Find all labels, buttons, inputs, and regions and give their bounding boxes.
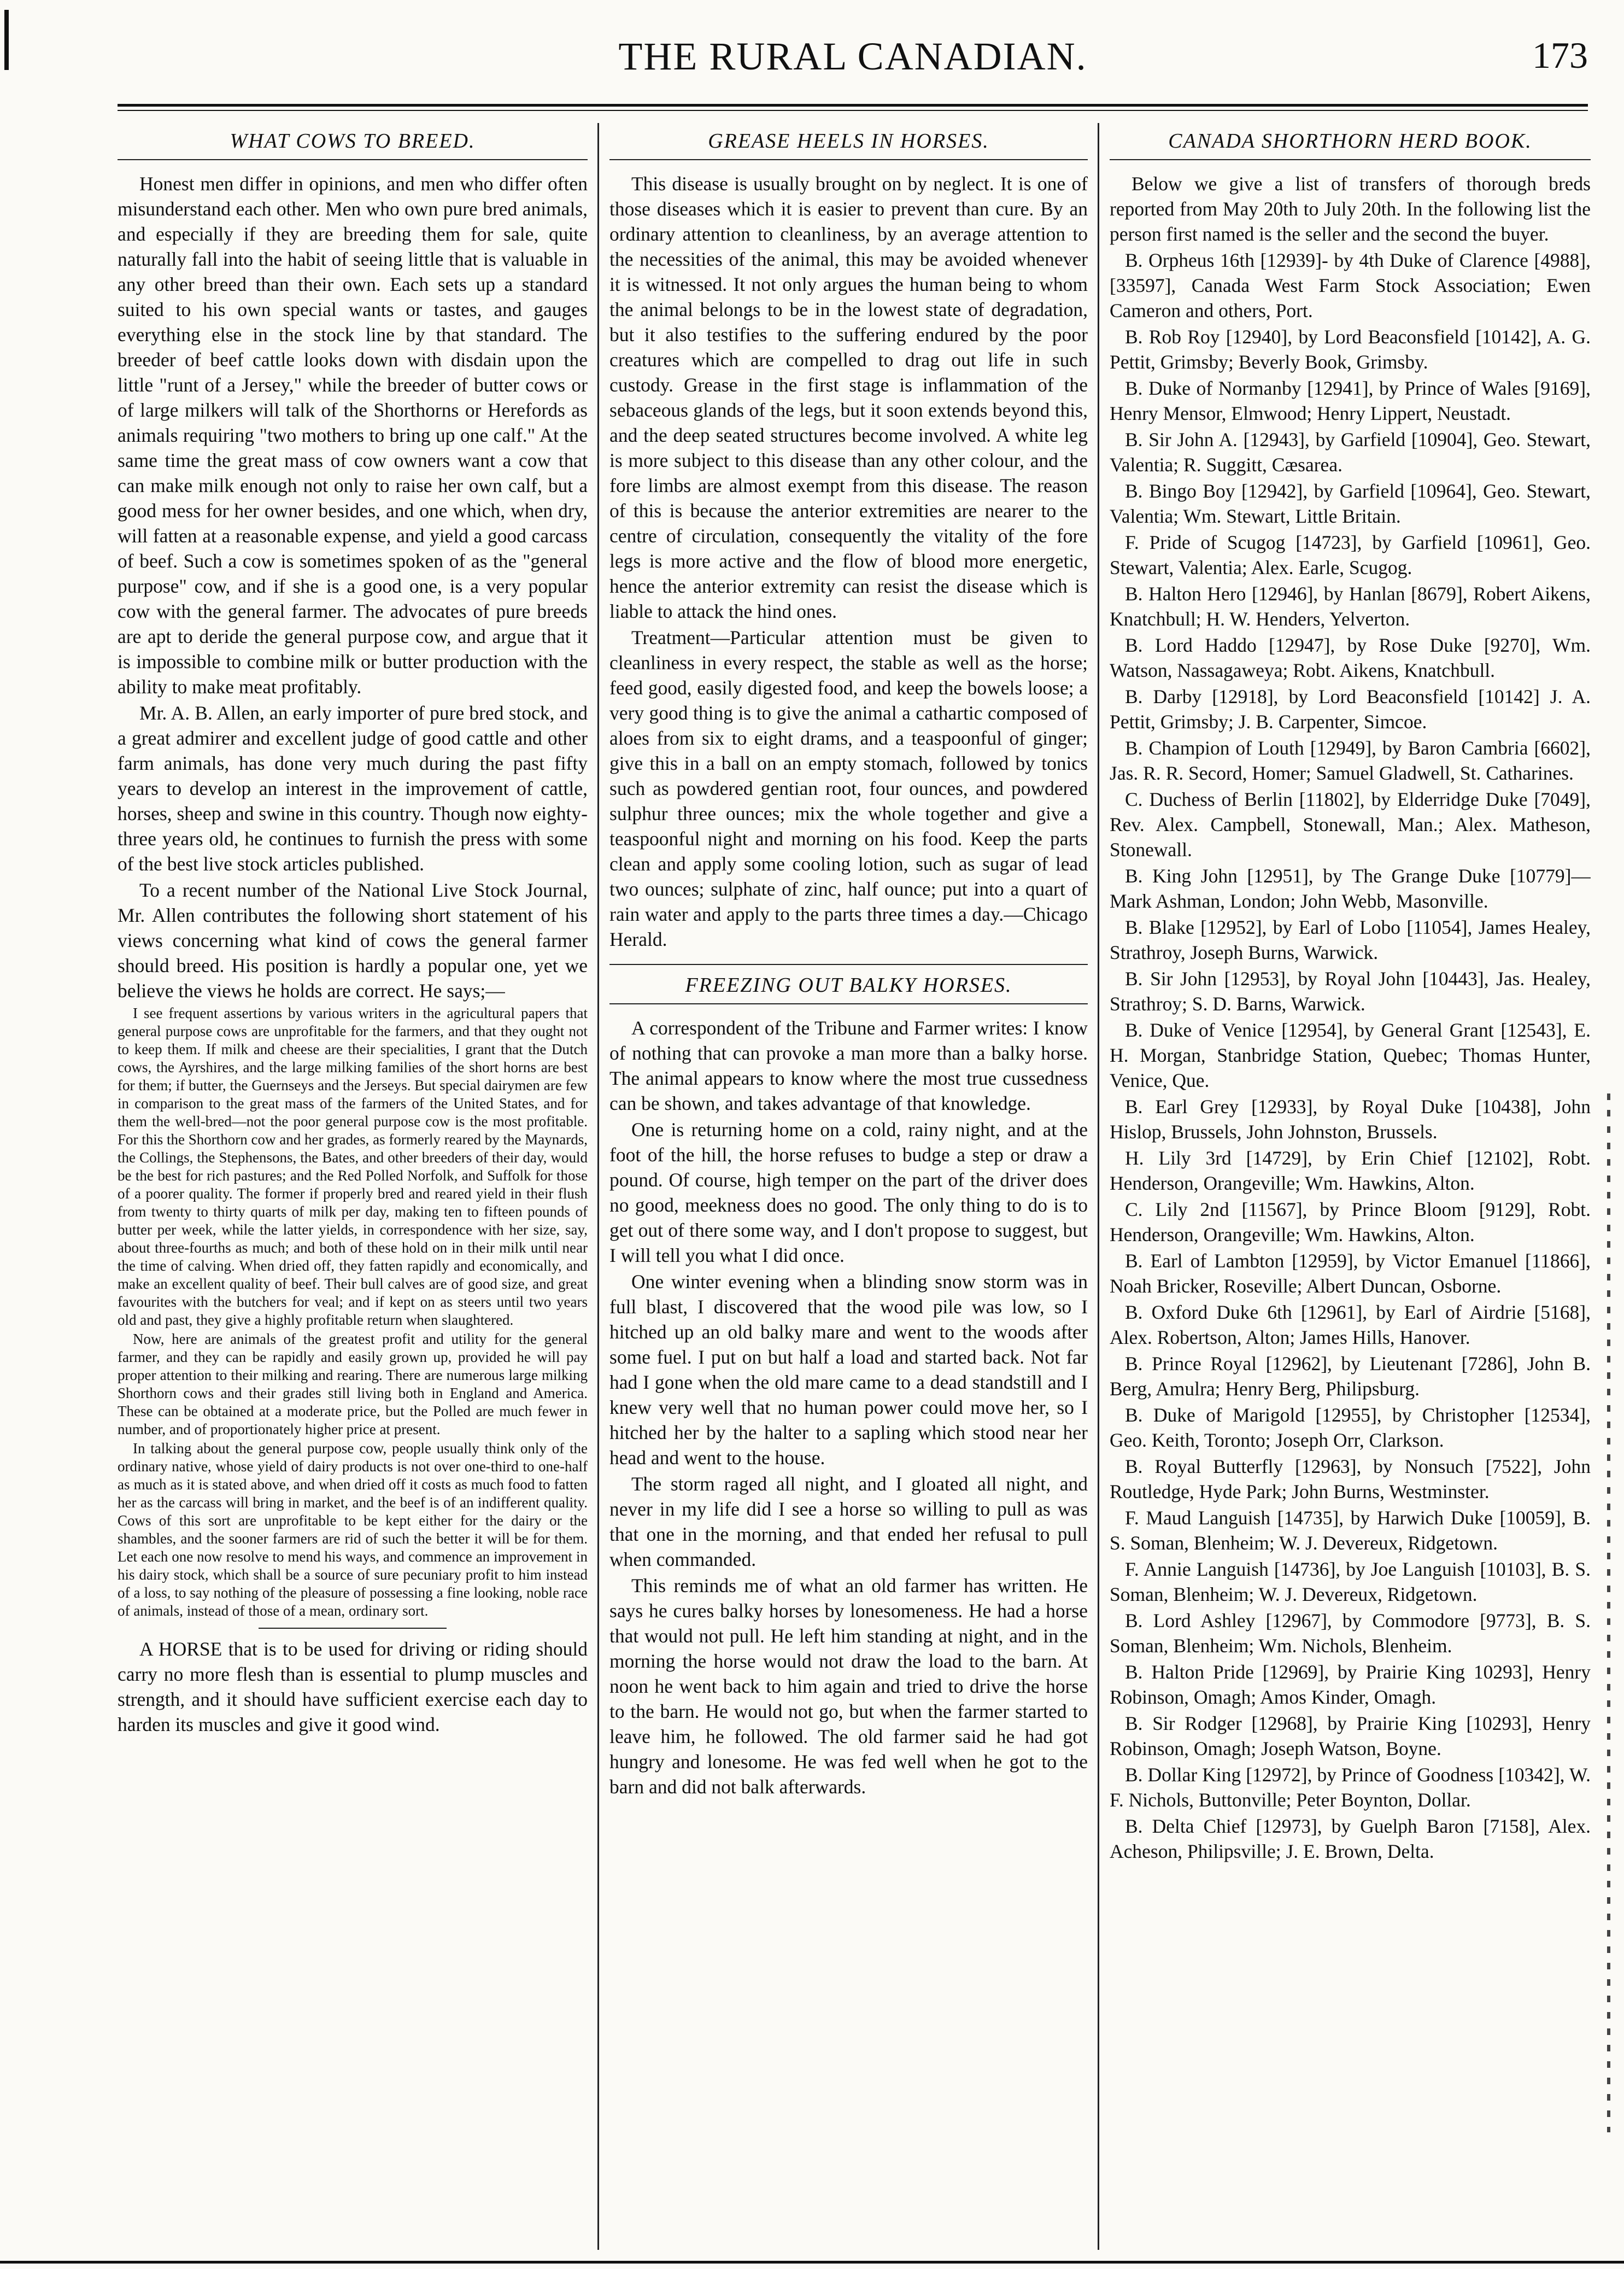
- masthead: THE RURAL CANADIAN.: [618, 34, 1087, 78]
- quoted-paragraph: I see frequent assertions by various writers in the agricultural papers that general purpose cows are unprofitable for the farmers, and that they ought not to keep them. If milk and cheese are their specialities, I grant that the Dutch cows, the Ayrshires, and the large milking families of the short horns are best for them; if butter, the Guernseys and the Jerseys. But special dairymen are few in comparison to the great mass of the farmers of the United States, and for them the well-bred—not the poor general purpose cow is the most profitable. For this the Shorthorn cow and her grades, as formerly reared by the Maynards, the Collings, the Stephensons, the Bates, and other breeders of their day, would be the best for rich pastures; and the Red Polled Norfolk, and Suffolk for those of a poorer quality. The former if properly bred and reared yield in their flush from twenty to thirty quarts of milk per day, making ten to fifteen pounds of butter per week, while the latter yields, in correspondence with her size, say, about three-fourths as much; and both of these hold on in their milk until near the time of calving. When dried off, they fatten rapidly and economically, and make an excellent quality of beef. Their bull calves are of good size, and great favourites with the butchers for veal; and if kept on as steers until two years old and past, they give a highly profitable return when slaughtered.: [118, 1005, 588, 1328]
- herd-book-entry: B. Sir John A. [12943], by Garfield [10904], Geo. Stewart, Valentia; R. Suggitt, Cæsarea.: [1110, 429, 1591, 476]
- article-paragraph: Treatment—Particular attention must be given to cleanliness in every respect, the stable as well as the horse; feed good, easily digested food, and keep the bowels loose; a very good thing is to give the animal a cathartic composed of aloes from six to eight drams, and a teaspoonful of ginger; give this in a ball on an empty stomach, followed by tonics such as powdered gentian root, four ounces, and powdered sulphur three ounces; mix the whole together and give a teaspoonful night and morning on his food. Keep the parts clean and apply some cooling lotion, such as sugar of lead two ounces; sulphate of zinc, half ounce; put into a quart of rain water and apply to the parts three times a day.—Chicago Herald.: [609, 627, 1088, 950]
- herd-book-entry: B. Lord Ashley [12967], by Commodore [9773], B. S. Soman, Blenheim; Wm. Nichols, Blenheim.: [1110, 1610, 1591, 1657]
- article-headline: WHAT COWS TO BREED.: [118, 128, 588, 160]
- header-rule: [118, 104, 1588, 111]
- herd-book-entry: B. Duke of Venice [12954], by General Grant [12543], E. H. Morgan, Stanbridge Station, Quebec; Thomas Hunter, Venice, Que.: [1110, 1019, 1591, 1091]
- article-paragraph: This disease is usually brought on by neglect. It is one of those diseases which it is easier to prevent than cure. By an ordinary attention to cleanliness, by an average attention to the necessities of the animal, this may be avoided whenever it is witnessed. It not only argues the human being to whom the animal belongs to be in the lowest state of degradation, but it also testifies to the suffering endured by the poor creatures which are compelled to drag out life in such custody. Grease in the first stage is inflammation of the sebaceous glands of the legs, but it soon extends beyond this, and the deep seated structures become involved. A white leg is more subject to this disease than any other colour, and the fore limbs are almost exempt from this disease. The reason of this is because the anterior extremities are nearer to the centre of circulation, consequently the vitality of the fore legs is more active and the flow of blood more energetic, hence the anterior extremity can resist the disease which is liable to attack the hind ones.: [609, 173, 1088, 622]
- herd-book-entry: B. Sir Rodger [12968], by Prairie King [10293], Henry Robinson, Omagh; Joseph Watson, Boyne.: [1110, 1712, 1591, 1759]
- article-paragraph: One is returning home on a cold, rainy night, and at the foot of the hill, the horse refuses to budge a step or draw a pound. Of course, high temper on the part of the driver does no good, meekness does no good. The only thing to do is to get out of there some way, and I don't propose to suggest, but I will tell you what I did once.: [609, 1119, 1088, 1266]
- herd-book-entry: B. Halton Pride [12969], by Prairie King 10293], Henry Robinson, Omagh; Amos Kinder, Omagh.: [1110, 1661, 1591, 1708]
- page-number: 173: [1532, 34, 1588, 76]
- column-what-cows-to-breed: [118, 123, 588, 2250]
- herd-book-entry: B. Dollar King [12972], by Prince of Goodness [10342], W. F. Nichols, Buttonville; Peter Boynton, Dollar.: [1110, 1764, 1591, 1811]
- article-paragraph: Below we give a list of transfers of thorough breds reported from May 20th to July 20th. In the following list the person first named is the seller and the second the buyer.: [1110, 173, 1591, 245]
- article-paragraph: To a recent number of the National Live Stock Journal, Mr. Allen contributes the following short statement of his views concerning what kind of cows the general farmer should breed. His position is hardly a popular one, yet we believe the views he holds are correct. He says;—: [118, 879, 588, 1002]
- article-headline: GREASE HEELS IN HORSES.: [609, 128, 1088, 160]
- herd-book-entry: B. Earl Grey [12933], by Royal Duke [10438], John Hislop, Brussels, John Johnston, Brussels.: [1110, 1096, 1591, 1143]
- article-paragraph: One winter evening when a blinding snow storm was in full blast, I discovered that the wood pile was low, so I hitched up an old balky mare and went to the woods after some fuel. I put on but half a load and started back. Not far had I gone when the old mare came to a dead standstill and I knew very well that no human power could move her, so I hitched her by the halter to a sapling which stood near her head and went to the house.: [609, 1271, 1088, 1469]
- column-grease-heels: [609, 123, 1088, 2250]
- herd-book-entry: C. Duchess of Berlin [11802], by Elderridge Duke [7049], Rev. Alex. Campbell, Stonewall, Man.; Alex. Matheson, Stonewall.: [1110, 788, 1591, 861]
- column-herd-book: [1110, 123, 1591, 2250]
- herd-book-entry: B. Champion of Louth [12949], by Baron Cambria [6602], Jas. R. R. Secord, Homer; Samuel Gladwell, St. Catharines.: [1110, 737, 1591, 784]
- herd-book-entry: B. Bingo Boy [12942], by Garfield [10964], Geo. Stewart, Valentia; Wm. Stewart, Little Britain.: [1110, 480, 1591, 527]
- quoted-paragraph: Now, here are animals of the greatest profit and utility for the general farmer, and they can be rapidly and easily grown up, provided he will pay proper attention to their milking and rearing. There are numerous large milking Shorthorn cows and their grades still living both in England and America. These can be obtained at a moderate price, but the Polled are much fewer in number, and of proportionately higher price at present.: [118, 1331, 588, 1437]
- article-paragraph: A correspondent of the Tribune and Farmer writes: I know of nothing that can provoke a man more than a balky horse. The animal appears to know where the most true cussedness can be shown, and takes advantage of that knowledge.: [609, 1017, 1088, 1114]
- column-divider: [597, 123, 599, 2250]
- herd-book-entry: B. Duke of Normanby [12941], by Prince of Wales [9169], Henry Mensor, Elmwood; Henry Lippert, Neustadt.: [1110, 377, 1591, 424]
- column-divider: [1098, 123, 1099, 2250]
- section-divider: [259, 1628, 447, 1629]
- bottom-rule: [0, 2261, 1624, 2264]
- herd-book-entry: C. Lily 2nd [11567], by Prince Bloom [9129], Robt. Henderson, Orangeville; Wm. Hawkins, Alton.: [1110, 1198, 1591, 1245]
- herd-book-entry: B. Orpheus 16th [12939]- by 4th Duke of Clarence [4988], [33597], Canada West Farm Stock Association; Ewen Cameron and others, Port.: [1110, 249, 1591, 321]
- herd-book-entry: B. Prince Royal [12962], by Lieutenant [7286], John B. Berg, Amulra; Henry Berg, Philipsburg.: [1110, 1353, 1591, 1400]
- herd-book-entry: B. Earl of Lambton [12959], by Victor Emanuel [11866], Noah Bricker, Roseville; Albert Duncan, Osborne.: [1110, 1250, 1591, 1297]
- herd-book-entry: B. Halton Hero [12946], by Hanlan [8679], Robert Aikens, Knatchbull; H. W. Henders, Yelverton.: [1110, 583, 1591, 630]
- article-paragraph: Honest men differ in opinions, and men who differ often misunderstand each other. Men who own pure bred animals, and especially if they are breeding them for sale, quite naturally fall into the habit of seeing little that is valuable in any other breed than their own. Each sets up a standard suited to his own special wants or tastes, and gauges everything else in the stock line by that standard. The breeder of beef cattle looks down with disdain upon the little "runt of a Jersey," while the breeder of butter cows or of large milkers will talk of the Shorthorns or Herefords as animals requiring "two mothers to bring up one calf." At the same time the great mass of cow owners want a cow that can make milk enough not only to raise her own calf, but a good mess for her owner besides, and one which, when dry, will fatten at a reasonable expense, and yield a good carcass of beef. Such a cow is sometimes spoken of as the "general purpose" cow, and if she is a good one, is a very popular cow with the general farmer. The advocates of pure breeds are apt to deride the general purpose cow, and argue that it is impossible to combine milk or butter production with the ability to make meat profitably.: [118, 173, 588, 698]
- herd-book-entry: B. Royal Butterfly [12963], by Nonsuch [7522], John Routledge, Hyde Park; John Burns, Westminster.: [1110, 1455, 1591, 1502]
- herd-book-entry: B. Darby [12918], by Lord Beaconsfield [10142] J. A. Pettit, Grimsby; J. B. Carpenter, Simcoe.: [1110, 686, 1591, 733]
- article-paragraph: A HORSE that is to be used for driving or riding should carry no more flesh than is essential to plump muscles and strength, and it should have sufficient exercise each day to harden its muscles and give it good wind.: [118, 1638, 588, 1735]
- herd-book-entry: F. Maud Languish [14735], by Harwich Duke [10059], B. S. Soman, Blenheim; W. J. Devereux, Ridgetown.: [1110, 1507, 1591, 1554]
- herd-book-entry: B. Delta Chief [12973], by Guelph Baron [7158], Alex. Acheson, Philipsville; J. E. Brown, Delta.: [1110, 1815, 1591, 1862]
- herd-book-entry: B. Duke of Marigold [12955], by Christopher [12534], Geo. Keith, Toronto; Joseph Orr, Clarkson.: [1110, 1404, 1591, 1451]
- herd-book-entry: B. King John [12951], by The Grange Duke [10779]—Mark Ashman, London; John Webb, Masonville.: [1110, 865, 1591, 912]
- article-paragraph: The storm raged all night, and I gloated all night, and never in my life did I see a horse so willing to pull as was that one in the morning, and that ended her refusal to pull when commanded.: [609, 1473, 1088, 1570]
- herd-book-entry: B. Oxford Duke 6th [12961], by Earl of Airdrie [5168], Alex. Robertson, Alton; James Hills, Hanover.: [1110, 1301, 1591, 1348]
- ink-mark: [4, 10, 9, 70]
- herd-book-entry: F. Annie Languish [14736], by Joe Languish [10103], B. S. Soman, Blenheim; W. J. Devereux, Ridgetown.: [1110, 1558, 1591, 1605]
- herd-book-entry: B. Rob Roy [12940], by Lord Beaconsfield [10142], A. G. Pettit, Grimsby; Beverly Book, Grimsby.: [1110, 326, 1591, 373]
- herd-book-entry: B. Sir John [12953], by Royal John [10443], Jas. Healey, Strathroy; S. D. Barns, Warwick.: [1110, 968, 1591, 1015]
- herd-book-entries: [1110, 248, 1591, 1864]
- herd-book-entry: B. Lord Haddo [12947], by Rose Duke [9270], Wm. Watson, Nassagaweya; Robt. Aikens, Knatchbull.: [1110, 634, 1591, 681]
- quoted-paragraph: In talking about the general purpose cow, people usually think only of the ordinary native, whose yield of dairy products is not over one-third to one-half as much as it is stated above, and when dried off it costs as much food to fatten her as the carcass will bring in market, and the beef is of an indifferent quality. Cows of this sort are unprofitable to be kept either for the dairy or the shambles, and the sooner farmers are rid of such the better it will be for them. Let each one now resolve to mend his ways, and commence an improvement in his dairy stock, which shall be a source of sure pecuniary profit to him instead of a loss, to say nothing of the pleasure of possessing a fine looking, noble race of animals, instead of those of a mean, ordinary sort.: [118, 1440, 588, 1619]
- herd-book-entry: F. Pride of Scugog [14723], by Garfield [10961], Geo. Stewart, Valentia; Alex. Earle, Scugog.: [1110, 531, 1591, 578]
- margin-mark: [1607, 1093, 1610, 2132]
- article-headline: CANADA SHORTHORN HERD BOOK.: [1110, 128, 1591, 160]
- herd-book-entry: H. Lily 3rd [14729], by Erin Chief [12102], Robt. Henderson, Orangeville; Wm. Hawkins, Alton.: [1110, 1147, 1591, 1194]
- article-headline: FREEZING OUT BALKY HORSES.: [609, 964, 1088, 1004]
- article-paragraph: Mr. A. B. Allen, an early importer of pure bred stock, and a great admirer and excellent judge of good cattle and other farm animals, has done very much during the past fifty years to develop an interest in the improvement of cattle, horses, sheep and swine in this country. Though now eighty-three years old, he continues to furnish the press with some of the best live stock articles published.: [118, 702, 588, 875]
- article-paragraph: This reminds me of what an old farmer has written. He says he cures balky horses by lonesomeness. He had a horse that would not pull. He left him standing at night, and in the morning the horse would not draw the load to the barn. At noon he went back to him again and tried to drive the horse to the barn. He would not go, but when the farmer started to leave him, he followed. The old farmer said he had got hungry and lonesome. He was fed well when he got to the barn and did not balk afterwards.: [609, 1575, 1088, 1798]
- page-header: [118, 34, 1588, 94]
- herd-book-entry: B. Blake [12952], by Earl of Lobo [11054], James Healey, Strathroy, Joseph Burns, Warwick.: [1110, 916, 1591, 963]
